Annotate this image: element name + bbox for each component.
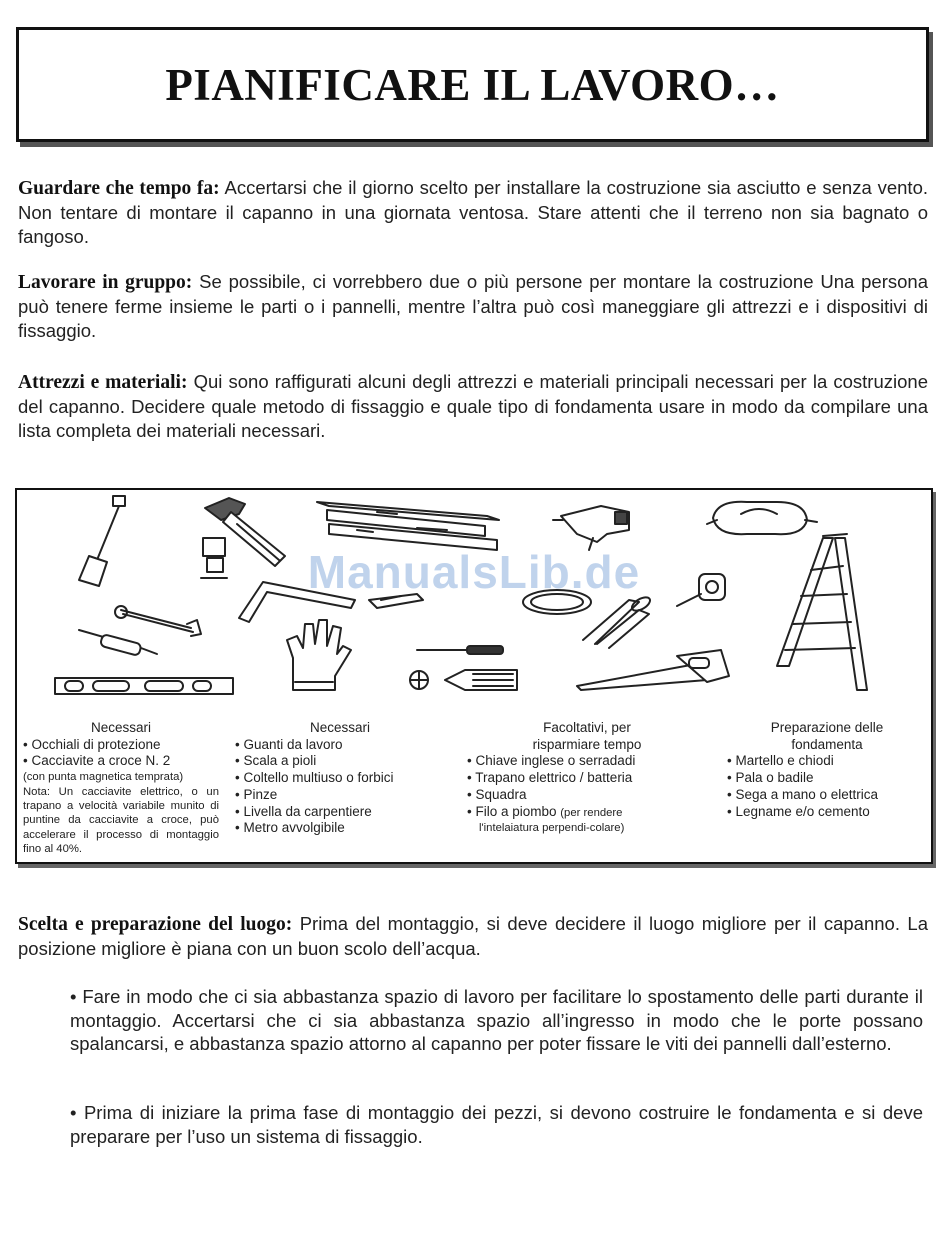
list-item: • Cacciavite a croce N. 2 (23, 753, 171, 769)
bullet-paragraph: • Prima di iniziare la prima fase di montaggio dei pezzi, si devono costruire le fondamenta e si deve preparare per l’uso un sistema di fissaggio. (70, 1102, 923, 1147)
foundation-column (727, 720, 927, 820)
list-item: • Trapano elettrico / batteria (467, 770, 633, 786)
phillips-head-icon (410, 670, 517, 690)
plumb-line-label: • Filo a piombo (467, 803, 557, 819)
level-icon (55, 678, 233, 694)
required-column-1 (23, 720, 219, 857)
lumber-icon (317, 502, 499, 550)
screwdriver-note: (con punta magnetica temprata) (23, 771, 184, 784)
plumb-line-note-continued: l'intelaiatura perpendi-colare) (479, 822, 625, 835)
phillips-screwdriver-icon (417, 646, 503, 654)
list-item: • Pala o badile (727, 770, 814, 786)
list-item: • Scala a pioli (235, 753, 317, 769)
list-item: • Livella da carpentiere (235, 803, 372, 819)
tools-lead: Attrezzi e materiali: (18, 372, 188, 393)
tools-text: Qui sono raffigurati alcuni degli attrezzi e materiali principali necessari per la costruzione del capanno. Decidere quale metodo di fissaggio e quale tipo di fondamenta usare in modo da compilare una lista completa dei materiali necessari. (18, 371, 928, 441)
site-lead: Scelta e preparazione del luogo: (18, 914, 293, 935)
wrench-icon (115, 606, 201, 636)
list-item: • Guanti da lavoro (235, 736, 343, 752)
optional-column-header-2: risparmiare tempo (532, 736, 642, 752)
list-item: • Coltello multiuso o forbici (235, 770, 394, 786)
pliers-icon (583, 595, 652, 648)
watermark: ManualsLib.de (307, 546, 641, 598)
bullet-paragraph: • Fare in modo che ci sia abbastanza spazio di lavoro per facilitare lo spostamento delle parti durante il montaggio. Accertarsi che ci sia abbastanza spazio all’ingresso in modo che le porte possano spalancarsi, e abbastanza spazio attorno al capanno per poter fissare le viti dei pannelli dall’esterno. (70, 986, 923, 1054)
tools-illustration (17, 490, 931, 720)
work-glove-icon (287, 620, 351, 690)
site-text: Prima del montaggio, si deve decidere il luogo migliore per il capanno. La posizione migliore è piana con un buon scolo dell’acqua. (18, 913, 928, 959)
optional-column-header-1: Facoltativi, per (543, 720, 631, 735)
required-column-2 (235, 720, 445, 837)
drill-icon (553, 506, 629, 550)
foundation-column-header-2: fondamenta (791, 736, 863, 752)
list-item (467, 804, 707, 822)
optional-column (467, 720, 707, 836)
tools-paragraph (18, 370, 928, 443)
site-paragraph (18, 912, 928, 961)
title-box (16, 27, 929, 142)
list-item: • Occhiali di protezione (23, 736, 161, 752)
weather-paragraph (18, 176, 928, 249)
electric-screwdriver-note: Nota: Un cacciavite elettrico, o un trapano a velocità variabile munito di puntine da cacciavite a croce, può accelerare il processo di montaggio fino al 40%. (23, 785, 219, 856)
list-item: • Metro avvolgibile (235, 820, 345, 836)
safety-goggles-icon (707, 502, 817, 534)
list-item: • Martello e chiodi (727, 753, 834, 769)
required-column-2-header: Necessari (309, 720, 371, 735)
required-column-1-header: Necessari (90, 720, 152, 735)
weather-lead: Guardare che tempo fa: (18, 178, 220, 199)
group-text: Se possibile, ci vorrebbero due o più persone per montare la costruzione Una persona può tenere ferme insieme le parti o i pannelli, mentre l’altra può così maneggiare gli attrezzi e i dispositivi di fissaggio. (18, 271, 928, 341)
weather-text: Accertarsi che il giorno scelto per installare la costruzione sia asciutto e senza vento. Non tentare di montare il capanno in una giornata ventosa. Stare attenti che il terreno non sia bagnato o fangoso. (18, 177, 928, 247)
hand-saw-icon (577, 650, 729, 690)
group-paragraph (18, 270, 928, 343)
list-item: • Squadra (467, 786, 527, 802)
list-item: • Sega a mano o elettrica (727, 786, 879, 802)
list-item: • Pinze (235, 786, 278, 802)
list-item: • Legname e/o cemento (727, 803, 870, 819)
plumb-line-note: (per rendere (560, 806, 623, 819)
group-lead: Lavorare in gruppo: (18, 272, 193, 293)
screwdriver-icon (79, 630, 157, 656)
tools-figure (15, 488, 933, 864)
foundation-column-header-1: Preparazione delle (770, 720, 884, 735)
list-item: • Chiave inglese o serradadi (467, 753, 636, 769)
page-title: PIANIFICARE IL LAVORO… (165, 59, 780, 110)
